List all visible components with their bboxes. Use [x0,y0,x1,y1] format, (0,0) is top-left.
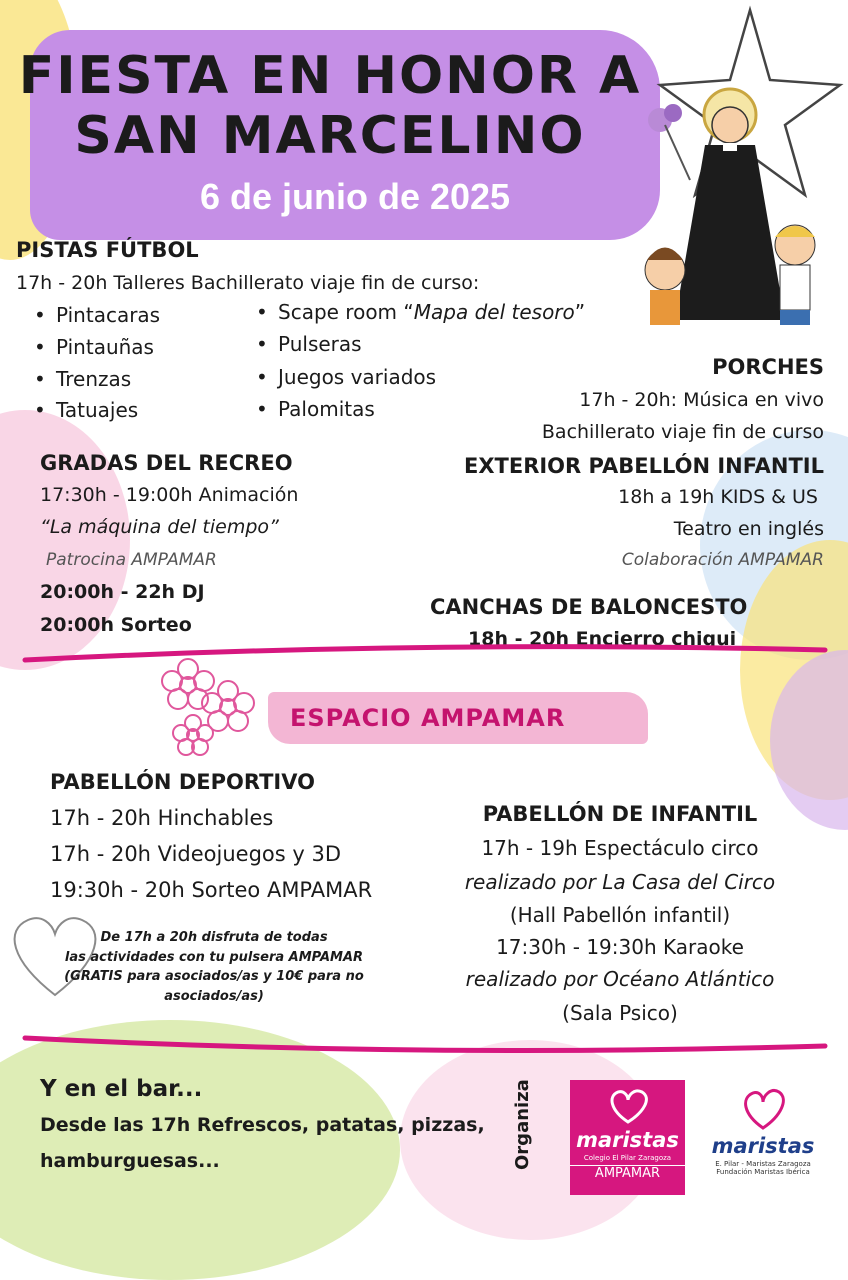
infantil-line3: (Hall Pabellón infantil) [509,903,731,927]
deportivo-item-sorteo: 19:30h - 20h Sorteo AMPAMAR [50,878,373,902]
ampamar-logo-sub: Colegio El Pilar Zaragoza [583,1154,672,1162]
exterior-line1: 18h a 19h KIDS & US [618,486,818,508]
maristas-logo-sub1: E. Pilar - Maristas Zaragoza [715,1160,811,1168]
gradas-line2: “La máquina del tiempo” [40,516,279,538]
infantil-line5: realizado por Océano Atlántico [465,967,775,991]
exterior-collab: Colaboración AMPAMAR [621,550,824,570]
exterior-heading: EXTERIOR PABELLÓN INFANTIL [463,454,824,478]
infantil-line4: 17:30h - 19:30h Karaoke [496,935,744,959]
saint-marcellin-illustration [635,85,825,335]
bar-line1: Desde las 17h Refrescos, patatas, pizzas, [40,1114,485,1136]
maristas-heart-icon-color [733,1086,793,1132]
pistas-heading: PISTAS FÚTBOL [16,238,199,262]
ampamar-logo-label: AMPAMAR [570,1165,685,1181]
divider-swoosh-top [20,638,830,668]
maristas-logo-sub2: Fundación Maristas Ibérica [716,1168,810,1176]
gradas-line4: 20:00h Sorteo [40,614,192,636]
organiza-label: Organiza [512,1079,533,1170]
bar-heading: Y en el bar... [40,1076,203,1102]
gradas-line1: 17:30h - 19:00h Animación [40,484,299,506]
exterior-line2: Teatro en inglés [673,518,824,540]
maristas-logo [698,1086,828,1196]
gradas-line3: 20:00h - 22h DJ [40,581,205,603]
event-date: 6 de junio de 2025 [199,176,511,217]
pistas-item-trenzas: • Trenzas [56,367,131,391]
pistas-item-pintaunas: • Pintauñas [56,335,154,359]
scape-room-quote: ” [574,300,586,324]
divider-swoosh-bottom [20,1030,830,1060]
porches-line1: 17h - 20h: Música en vivo [579,389,824,411]
deportivo-item-hinchables: 17h - 20h Hinchables [50,806,274,830]
pistas-item-pulseras: • Pulseras [278,332,362,356]
pistas-line: 17h - 20h Talleres Bachillerato viaje fin de curso: [16,272,480,294]
gradas-sponsor: Patrocina AMPAMAR [46,550,217,570]
espacio-banner-label: ESPACIO AMPAMAR [290,704,566,732]
pulsera-note-line2: las actividades con tu pulsera AMPAMAR [64,949,364,965]
scape-room-title: Mapa del tesoro [413,300,575,324]
pistas-item-juegos: • Juegos variados [278,365,436,389]
flower-doodle-icon [148,655,288,765]
infantil-line1: 17h - 19h Espectáculo circo [481,836,759,860]
maristas-heart-icon [598,1086,658,1126]
ampamar-logo [570,1080,685,1195]
maristas-logo-name: maristas [711,1134,815,1158]
pulsera-note-line1: De 17h a 20h disfruta de todas [100,930,328,945]
pistas-item-pintacaras: • Pintacaras [56,303,160,327]
infantil-line6: (Sala Psico) [562,1001,678,1025]
pulsera-note [14,928,414,1006]
pistas-item-scape-room [278,300,585,324]
canchas-heading: CANCHAS DE BALONCESTO [430,595,748,619]
deportivo-heading: PABELLÓN DEPORTIVO [50,770,315,794]
ampamar-logo-name: maristas [576,1128,679,1152]
pistas-item-tatuajes: • Tatuajes [56,398,138,422]
pulsera-note-line3: (GRATIS para asociados/as y 10€ para no asociados/as) [64,969,364,1004]
bar-line2: hamburguesas... [40,1150,220,1172]
infantil-heading: PABELLÓN DE INFANTIL [482,802,758,826]
porches-heading: PORCHES [712,355,824,379]
infantil-line2: realizado por La Casa del Circo [464,870,776,894]
page-title-line1: FIESTA EN HONOR A [18,46,642,106]
deportivo-item-videojuegos: 17h - 20h Videojuegos y 3D [50,842,341,866]
page-title-line2: SAN MARCELINO [74,106,586,166]
scape-room-text: Scape room “ [278,300,414,324]
gradas-heading: GRADAS DEL RECREO [40,451,293,475]
pistas-item-palomitas: • Palomitas [278,397,375,421]
porches-line2: Bachillerato viaje fin de curso [541,421,824,443]
canchas-line1: 18h - 20h Encierro chiqui [468,628,737,650]
